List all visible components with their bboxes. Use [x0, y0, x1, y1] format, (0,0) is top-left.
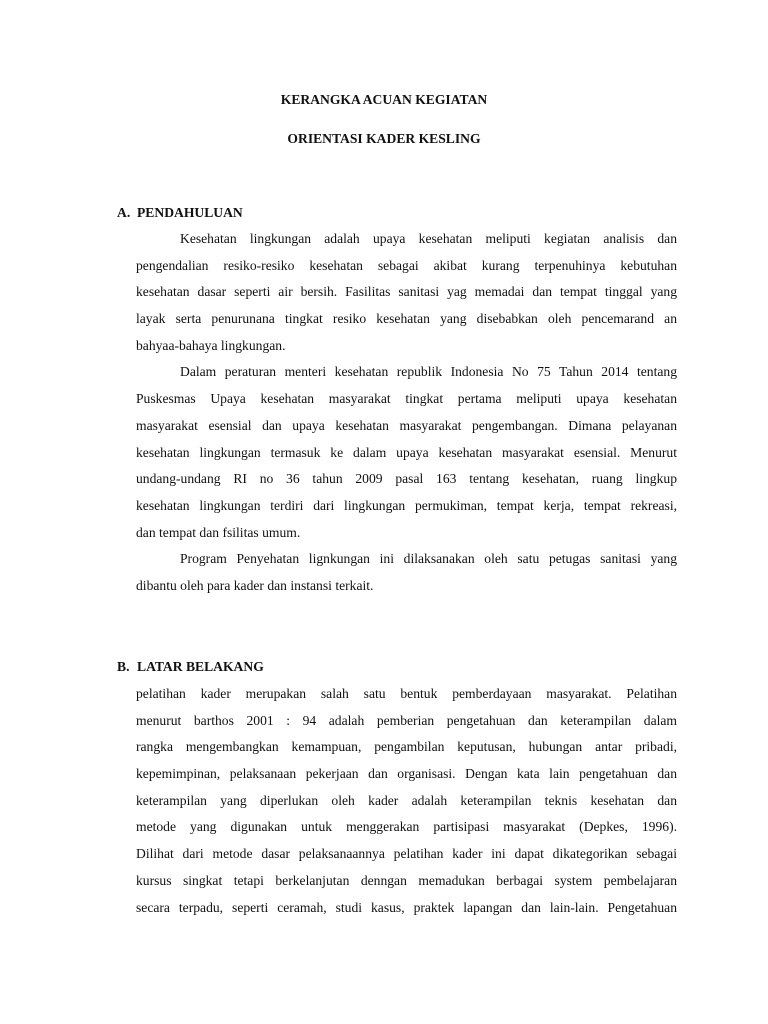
section-b-body — [136, 681, 677, 921]
section-a-letter: A. — [117, 205, 131, 220]
paragraph-line: masyarakat esensial dan upaya kesehatan masyarakat pengembangan. Dimana pelayanan — [136, 417, 677, 433]
paragraph-line: kesehatan dasar seperti air bersih. Fasilitas sanitasi yag memadai dan tempat tinggal yang — [136, 284, 677, 300]
paragraph-line: pengendalian resiko-resiko kesehatan sebagai akibat kurang terpenuhinya kebutuhan — [136, 257, 677, 273]
paragraph-line: Puskesmas Upaya kesehatan masyarakat tingkat pertama meliputi upaya kesehatan — [136, 391, 677, 407]
paragraph-line: undang-undang RI no 36 tahun 2009 pasal 163 tentang kesehatan, ruang lingkup — [136, 471, 677, 487]
section-b-letter: B. — [117, 659, 130, 674]
paragraph-line: Program Penyehatan lignkungan ini dilaksanakan oleh satu petugas sanitasi yang — [180, 551, 677, 567]
section-a-heading — [117, 205, 243, 221]
paragraph-line: keterampilan yang diperlukan oleh kader adalah keterampilan teknis kesehatan dan — [136, 792, 677, 808]
paragraph-line: secara terpadu, seperti ceramah, studi kasus, praktek lapangan dan lain-lain. Pengetahuan — [136, 899, 677, 915]
paragraph-line: Dilihat dari metode dasar pelaksanaannya pelatihan kader ini dapat dikategorikan sebagai — [136, 846, 677, 862]
paragraph-line: layak serta penurunana tingkat resiko kesehatan yang disebabkan oleh pencemarand an — [136, 311, 677, 327]
document-subtitle: ORIENTASI KADER KESLING — [287, 131, 481, 146]
document-title: KERANGKA ACUAN KEGIATAN — [280, 92, 488, 107]
paragraph-line: Dalam peraturan menteri kesehatan republik Indonesia No 75 Tahun 2014 tentang — [180, 364, 677, 380]
paragraph-line: kesehatan lingkungan terdiri dari lingkungan permukiman, tempat kerja, tempat rekreasi, — [136, 497, 677, 513]
paragraph-line: dan tempat dan fsilitas umum. — [136, 524, 301, 540]
paragraph-line: pelatihan kader merupakan salah satu bentuk pemberdayaan masyarakat. Pelatihan — [136, 686, 677, 701]
paragraph-line: kesehatan lingkungan termasuk ke dalam upaya kesehatan masyarakat esensial. Menurut — [136, 444, 677, 460]
paragraph-line: bahyaa-bahaya lingkungan. — [136, 337, 286, 353]
section-b-title: LATAR BELAKANG — [137, 659, 264, 674]
paragraph-line: dibantu oleh para kader dan instansi terkait. — [136, 577, 374, 593]
paragraph-line: Kesehatan lingkungan adalah upaya kesehatan meliputi kegiatan analisis dan — [180, 231, 677, 246]
section-a-title: PENDAHULUAN — [137, 205, 243, 220]
paragraph-line: rangka mengembangkan kemampuan, pengambilan keputusan, hubungan antar pribadi, — [136, 739, 677, 755]
paragraph-line: menurut barthos 2001 : 94 adalah pemberian pengetahuan dan keterampilan dalam — [136, 712, 677, 728]
paragraph-line: metode yang digunakan untuk menggerakan partisipasi masyarakat (Depkes, 1996). — [136, 819, 677, 835]
section-a-body — [136, 226, 677, 600]
section-b-heading — [117, 659, 264, 675]
paragraph-line: kepemimpinan, pelaksanaan pekerjaan dan organisasi. Dengan kata lain pengetahuan dan — [136, 766, 677, 782]
paragraph-line: kursus singkat tetapi berkelanjutan denngan memadukan berbagai system pembelajaran — [136, 872, 677, 888]
